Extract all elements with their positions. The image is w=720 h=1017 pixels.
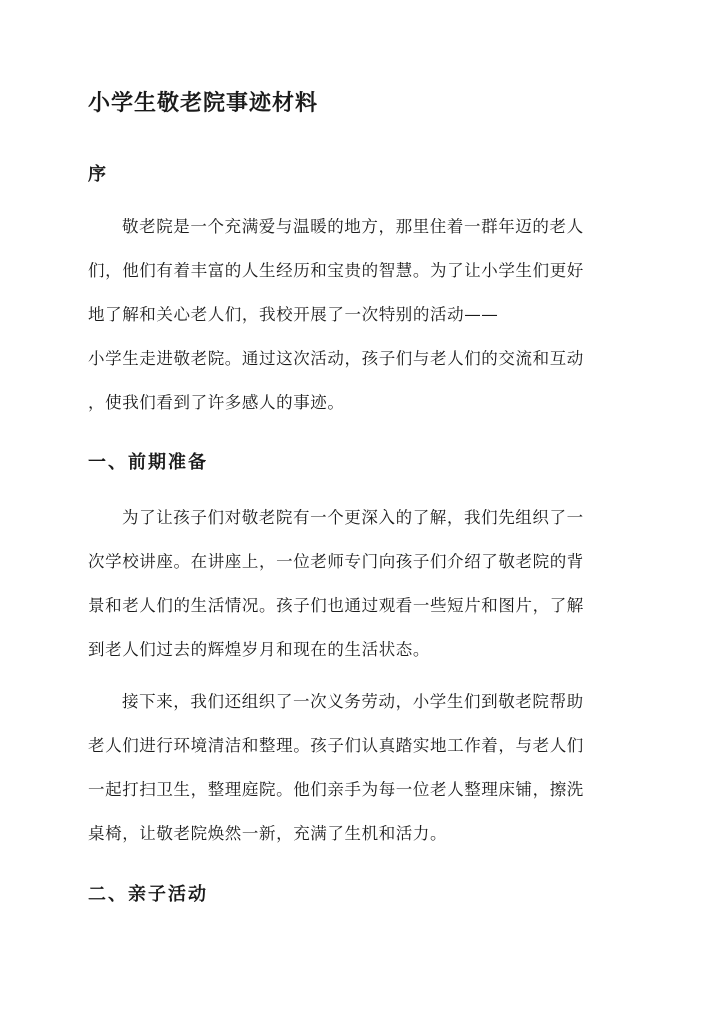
section-heading-preparation: 一、前期准备 [88, 452, 208, 473]
paragraph-line: 小学生走进敬老院。通过这次活动，孩子们与老人们的交流和互动 [88, 349, 584, 368]
paragraph-line: 桌椅，让敬老院焕然一新，充满了生机和活力。 [88, 824, 448, 843]
paragraph-line: 到老人们过去的辉煌岁月和现在的生活状态。 [88, 640, 430, 659]
paragraph-line: ，使我们看到了许多感人的事迹。 [88, 393, 345, 412]
paragraph-preparation-2 [88, 680, 633, 856]
paragraph-line: 一起打扫卫生，整理庭院。他们亲手为每一位老人整理床铺，擦洗 [88, 780, 584, 799]
paragraph-line: 次学校讲座。在讲座上，一位老师专门向孩子们介绍了敬老院的背 [88, 552, 584, 571]
paragraph-line: 们，他们有着丰富的人生经历和宝贵的智慧。为了让小学生们更好 [88, 261, 584, 280]
paragraph-line: 敬老院是一个充满爱与温暖的地方，那里住着一群年迈的老人 [122, 217, 584, 236]
paragraph-line: 为了让孩子们对敬老院有一个更深入的了解，我们先组织了一 [122, 508, 584, 527]
paragraph-line: 接下来，我们还组织了一次义务劳动，小学生们到敬老院帮助 [122, 692, 584, 711]
paragraph-preparation-1 [88, 496, 633, 672]
paragraph-preface [88, 205, 633, 425]
paragraph-line: 老人们进行环境清洁和整理。孩子们认真踏实地工作着，与老人们 [88, 736, 584, 755]
paragraph-line: 地了解和关心老人们，我校开展了一次特别的活动—— [88, 305, 499, 324]
section-heading-parent-child: 二、亲子活动 [88, 884, 208, 905]
paragraph-line: 景和老人们的生活情况。孩子们也通过观看一些短片和图片，了解 [88, 596, 584, 615]
document-title: 小学生敬老院事迹材料 [88, 90, 319, 116]
section-heading-preface: 序 [88, 164, 108, 185]
